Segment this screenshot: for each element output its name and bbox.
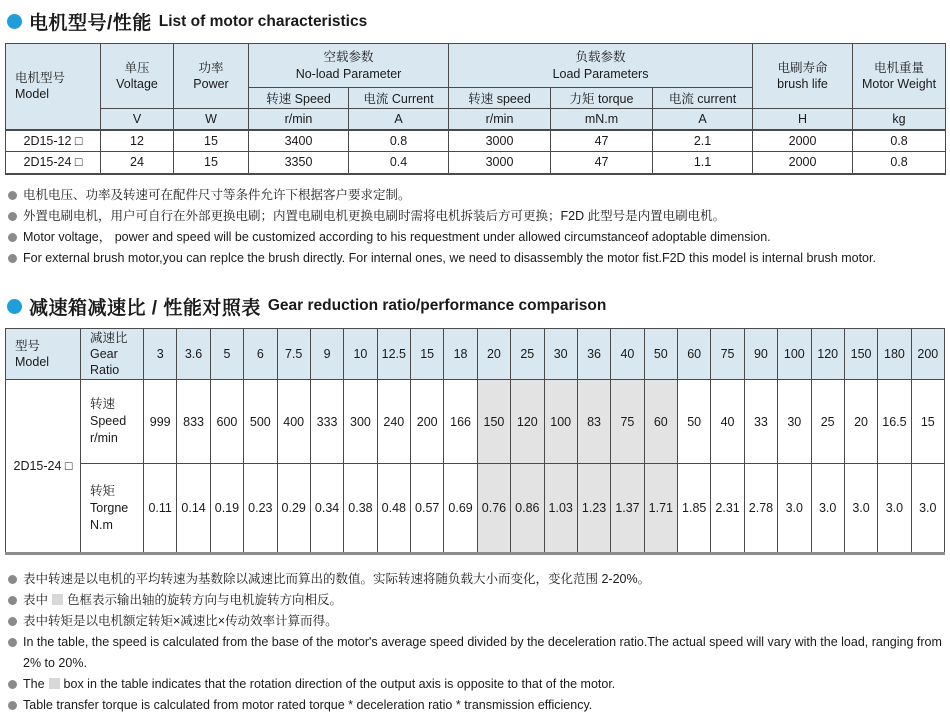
unit-load-speed: r/min [449, 109, 551, 130]
ratio-header: 60 [678, 328, 711, 380]
load-torque-subheader: 力矩 torque [551, 88, 653, 109]
table-row [6, 152, 946, 174]
note-text: 表中转矩是以电机额定转矩×减速比×传动效率计算而得。 [23, 614, 338, 629]
speed-cell: 166 [444, 380, 477, 464]
note-bullet-icon [8, 617, 17, 626]
note-item [8, 590, 945, 611]
note-text: Motor voltage， power and speed will be customized according to his requestment under allowed circumstanceof adoptable dimension. [23, 229, 771, 244]
note-item [8, 611, 945, 632]
unit-load-torque: mN.m [551, 109, 653, 130]
brush-life-cell: 2000 [753, 130, 853, 152]
ratio-header: 180 [878, 328, 911, 380]
power-cell: 15 [174, 130, 249, 152]
note-item [8, 206, 945, 227]
ratio-header: 120 [811, 328, 844, 380]
section2-title-zh: 减速箱减速比 / 性能对照表 [29, 297, 261, 319]
weight-header-zh: 电机重量 [874, 60, 925, 75]
torque-cell: 3.0 [911, 464, 944, 554]
torque-cell: 3.0 [811, 464, 844, 554]
speed-label-en: Speed [90, 414, 127, 429]
torque-row [6, 464, 945, 554]
model-header-zh: 电机型号 [15, 71, 66, 85]
torque-cell: 0.69 [444, 464, 477, 554]
speed-cell: 25 [811, 380, 844, 464]
load-torque-cell: 47 [551, 152, 653, 174]
torque-label-en: Torgne [90, 500, 129, 515]
noload-group-header [249, 44, 449, 88]
power-column-header [174, 44, 249, 109]
ratio-header: 3 [144, 328, 177, 380]
noload-current-subheader: 电流 Current [349, 88, 449, 109]
speed-cell-reversed: 60 [644, 380, 677, 464]
torque-cell-reversed: 1.71 [644, 464, 677, 554]
voltage-cell: 24 [101, 152, 174, 174]
load-current-subheader: 电流 current [653, 88, 753, 109]
torque-cell-reversed: 0.76 [477, 464, 510, 554]
noload-speed-subheader: 转速 Speed [249, 88, 349, 109]
load-speed-subheader: 转速 speed [449, 88, 551, 109]
speed-cell: 333 [310, 380, 343, 464]
voltage-header-en: Voltage [116, 77, 158, 91]
speed-cell: 15 [911, 380, 944, 464]
torque-cell-reversed: 0.86 [511, 464, 544, 554]
torque-cell: 0.48 [377, 464, 410, 554]
speed-cell: 300 [344, 380, 377, 464]
section2-bullet-icon [7, 299, 22, 314]
motor-characteristics-table [5, 43, 946, 175]
speed-cell-reversed: 100 [544, 380, 577, 464]
gray-box-icon [49, 678, 60, 689]
model-header-en: Model [15, 354, 50, 369]
model-column-header [6, 328, 81, 380]
note-text: Table transfer torque is calculated from motor rated torque * deceleration ratio * transmission efficiency. [23, 698, 593, 713]
torque-cell: 3.0 [778, 464, 811, 554]
note-item [8, 674, 945, 695]
note-text: 表中转速是以电机的平均转速为基数除以减速比而算出的数值。实际转速将随负载大小而变化，变化范围 2-20%。 [23, 572, 651, 587]
noload-speed-cell: 3350 [249, 152, 349, 174]
speed-cell: 833 [177, 380, 210, 464]
noload-header-en: No-load Parameter [295, 66, 402, 81]
torque-cell-reversed: 1.23 [577, 464, 610, 554]
ratio-header-en: Gear Ratio [90, 346, 120, 377]
weight-header-en: Motor Weight [861, 77, 937, 91]
note-bullet-icon [8, 701, 17, 710]
ratio-header: 15 [411, 328, 444, 380]
ratio-header: 25 [511, 328, 544, 380]
table1-notes [5, 185, 945, 269]
torque-cell: 0.11 [144, 464, 177, 554]
ratio-header: 40 [611, 328, 644, 380]
noload-current-cell: 0.8 [349, 130, 449, 152]
speed-label-zh: 转速 [90, 397, 116, 412]
note-text-post: 色框表示输出轴的旋转方向与电机旋转方向相反。 [67, 593, 343, 608]
note-bullet-icon [8, 212, 17, 221]
speed-cell: 400 [277, 380, 310, 464]
torque-cell-reversed: 1.37 [611, 464, 644, 554]
speed-cell: 999 [144, 380, 177, 464]
unit-weight: kg [853, 109, 946, 130]
ratio-header: 36 [577, 328, 610, 380]
ratio-header: 75 [711, 328, 744, 380]
load-speed-cell: 3000 [449, 152, 551, 174]
speed-cell-reversed: 83 [577, 380, 610, 464]
note-bullet-icon [8, 191, 17, 200]
weight-cell: 0.8 [853, 152, 946, 174]
speed-cell: 600 [210, 380, 243, 464]
unit-noload-current: A [349, 109, 449, 130]
ratio-header: 12.5 [377, 328, 410, 380]
gear-ratio-table [5, 328, 945, 556]
ratio-header: 50 [644, 328, 677, 380]
section2-title-en: Gear reduction ratio/performance comparison [267, 297, 607, 314]
note-item [8, 185, 945, 206]
table2-notes [5, 569, 945, 716]
torque-unit: N.m [90, 517, 113, 532]
load-torque-cell: 47 [551, 130, 653, 152]
model-cell: 2D15-24 □ [6, 380, 81, 554]
ratio-header: 100 [778, 328, 811, 380]
note-bullet-icon [8, 575, 17, 584]
ratio-header: 3.6 [177, 328, 210, 380]
note-item [8, 632, 945, 674]
note-text-post: box in the table indicates that the rotation direction of the output axis is opposite to that of the motor. [63, 677, 616, 692]
torque-cell: 0.23 [244, 464, 277, 554]
load-speed-cell: 3000 [449, 130, 551, 152]
torque-cell: 0.19 [210, 464, 243, 554]
torque-cell-reversed: 1.03 [544, 464, 577, 554]
torque-cell: 0.34 [310, 464, 343, 554]
note-text: 电机电压、功率及转速可在配件尺寸等条件允许下根据客户要求定制。 [23, 187, 411, 202]
voltage-cell: 12 [101, 130, 174, 152]
speed-cell-reversed: 120 [511, 380, 544, 464]
brush-life-cell: 2000 [753, 152, 853, 174]
speed-cell: 240 [377, 380, 410, 464]
model-cell: 2D15-24 □ [6, 152, 101, 174]
unit-voltage: V [101, 109, 174, 130]
load-group-header [449, 44, 753, 88]
power-cell: 15 [174, 152, 249, 174]
noload-header-zh: 空载参数 [323, 50, 374, 65]
model-column-header [6, 44, 101, 130]
speed-cell: 200 [411, 380, 444, 464]
speed-cell: 30 [778, 380, 811, 464]
section1-title [7, 8, 945, 35]
speed-cell: 16.5 [878, 380, 911, 464]
torque-cell: 0.29 [277, 464, 310, 554]
speed-cell: 40 [711, 380, 744, 464]
model-header-zh: 型号 [15, 338, 41, 353]
noload-current-cell: 0.4 [349, 152, 449, 174]
section1-bullet-icon [7, 14, 22, 29]
noload-speed-cell: 3400 [249, 130, 349, 152]
ratio-header: 200 [911, 328, 944, 380]
note-text: For external brush motor,you can replce the brush directly. For internal ones, we need to disassembly the motor fist.F2D this model is internal brush motor. [23, 250, 876, 265]
torque-cell: 2.31 [711, 464, 744, 554]
note-item [8, 695, 945, 716]
torque-row-label [81, 464, 144, 554]
unit-load-current: A [653, 109, 753, 130]
model-cell: 2D15-12 □ [6, 130, 101, 152]
torque-label-zh: 转矩 [90, 483, 116, 498]
note-bullet-icon [8, 680, 17, 689]
speed-cell: 20 [844, 380, 877, 464]
note-bullet-icon [8, 254, 17, 263]
ratio-header: 30 [544, 328, 577, 380]
speed-unit: r/min [90, 431, 118, 446]
torque-cell: 0.57 [411, 464, 444, 554]
ratio-header: 150 [844, 328, 877, 380]
ratio-header: 10 [344, 328, 377, 380]
power-header-en: Power [193, 77, 229, 91]
note-text [23, 590, 342, 611]
ratio-header: 7.5 [277, 328, 310, 380]
speed-cell-reversed: 150 [477, 380, 510, 464]
brush-life-column-header [753, 44, 853, 109]
speed-cell: 50 [678, 380, 711, 464]
gray-box-icon [52, 594, 63, 605]
note-bullet-icon [8, 233, 17, 242]
note-text [23, 674, 615, 695]
ratio-header-zh: 减速比 [90, 330, 128, 345]
ratio-header: 20 [477, 328, 510, 380]
note-item [8, 227, 945, 248]
torque-cell: 0.14 [177, 464, 210, 554]
note-text: In the table, the speed is calculated from the base of the motor's average speed divided by the deceleration ratio.The actual speed will vary with the load, ranging from 2% to 20%. [23, 635, 942, 671]
torque-cell: 3.0 [844, 464, 877, 554]
speed-cell-reversed: 75 [611, 380, 644, 464]
note-bullet-icon [8, 596, 17, 605]
speed-cell: 33 [744, 380, 777, 464]
gear-ratio-column-header [81, 328, 144, 380]
torque-cell: 2.78 [744, 464, 777, 554]
unit-power: W [174, 109, 249, 130]
unit-brush-life: H [753, 109, 853, 130]
section1-title-en: List of motor characteristics [158, 12, 368, 30]
table-row [6, 130, 946, 152]
brush-header-zh: 电刷寿命 [777, 60, 828, 75]
torque-cell: 0.38 [344, 464, 377, 554]
section1-title-zh: 电机型号/性能 [29, 13, 152, 34]
brush-header-en: brush life [777, 77, 828, 91]
note-item [8, 569, 945, 590]
section2-title [7, 293, 945, 320]
torque-cell: 1.85 [678, 464, 711, 554]
load-header-en: Load Parameters [552, 66, 649, 81]
ratio-header: 18 [444, 328, 477, 380]
load-current-cell: 2.1 [653, 130, 753, 152]
load-current-cell: 1.1 [653, 152, 753, 174]
unit-noload-speed: r/min [249, 109, 349, 130]
weight-column-header [853, 44, 946, 109]
note-text-pre: The [23, 677, 45, 692]
torque-cell: 3.0 [878, 464, 911, 554]
weight-cell: 0.8 [853, 130, 946, 152]
speed-cell: 500 [244, 380, 277, 464]
ratio-header: 5 [210, 328, 243, 380]
speed-row-label [81, 380, 144, 464]
speed-row [6, 380, 945, 464]
ratio-header: 90 [744, 328, 777, 380]
voltage-column-header [101, 44, 174, 109]
note-text: 外置电刷电机，用户可自行在外部更换电刷；内置电刷电机更换电刷时需将电机拆装后方可更换；F2D 此型号是内置电刷电机。 [23, 208, 726, 223]
note-bullet-icon [8, 638, 17, 647]
ratio-header: 6 [244, 328, 277, 380]
power-header-zh: 功率 [198, 60, 224, 75]
note-text-pre: 表中 [23, 593, 49, 608]
voltage-header-zh: 单压 [124, 60, 150, 75]
note-item [8, 248, 945, 269]
model-header-en: Model [15, 87, 50, 102]
ratio-header: 9 [310, 328, 343, 380]
load-header-zh: 负载参数 [575, 50, 626, 65]
